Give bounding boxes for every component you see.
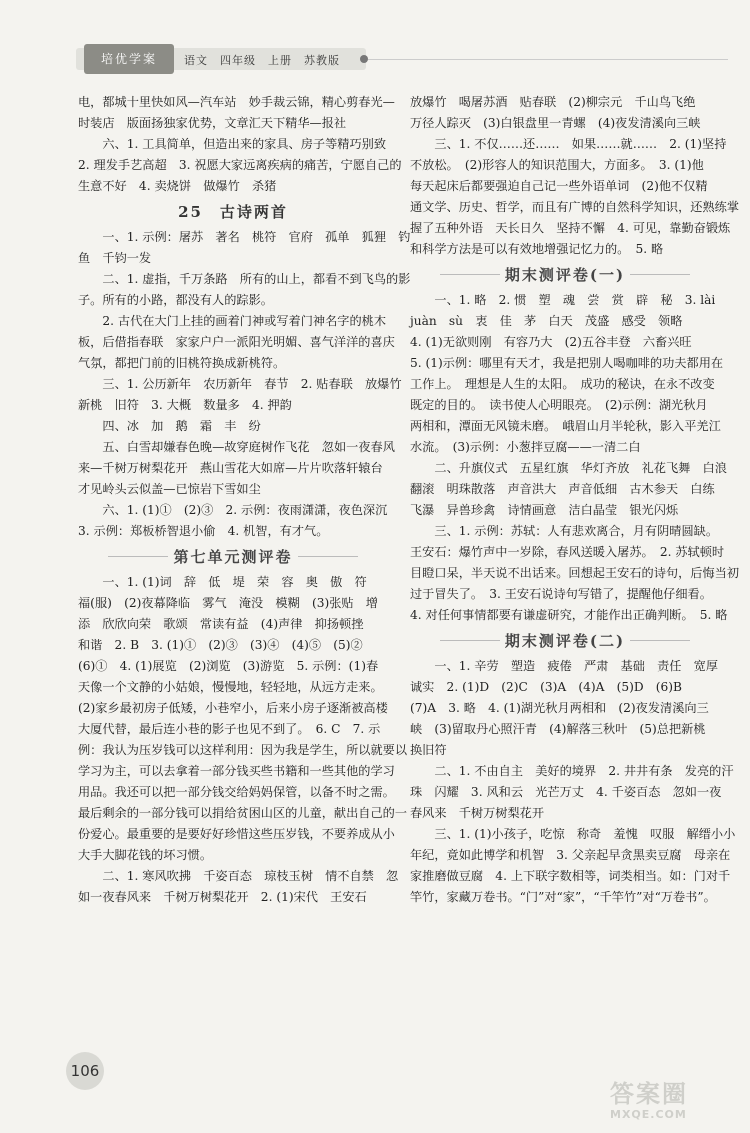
answer-line: 3. 示例：郑板桥智退小偷 4. 机智，有才气。 (78, 524, 329, 538)
answer-line: 学习为主，可以去拿着一部分钱买些书籍和一些其他的学习 (78, 764, 395, 778)
header-rule (368, 59, 728, 60)
answer-line: 一、1. 示例：屠苏 著名 桃符 官府 孤单 狐狸 钓 (102, 230, 411, 244)
answer-line: (6)① 4. (1)展览 (2)浏览 (3)游览 5. 示例：(1)春 (78, 659, 379, 673)
answer-line: 每天起床后都要强迫自己记一些外语单词 (2)他不仅精 (410, 179, 708, 193)
answer-line: 一、1. 辛劳 塑造 疲倦 严肃 基础 责任 宽厚 (434, 659, 719, 673)
answer-line: 年纪，竟如此博学和机智 3. 父亲起早贪黑卖豆腐 母亲在 (410, 848, 731, 862)
unit-test-heading: 第七单元测评卷 (78, 543, 388, 571)
answer-line: 三、1. (1)小孩子，吃惊 称奇 羞愧 叹服 解缙小小 (434, 827, 736, 841)
page-number: 106 (66, 1052, 104, 1090)
answer-line: 峡 (3)留取丹心照汗青 (4)解落三秋叶 (5)总把新桃 (410, 722, 706, 736)
answer-line: 来—千树万树梨花开 燕山雪花大如席—片片吹落轩辕台 (78, 461, 383, 475)
answer-line: 过于冒失了。 3. 王安石说诗句写错了，提醒他仔细看。 (410, 587, 712, 601)
answer-line: 子。所有的小路，都没有人的踪影。 (78, 293, 273, 307)
right-column (410, 92, 740, 904)
final-test-heading-2: 期末测评卷(二) (410, 627, 720, 655)
answer-line: 诚实 2. (1)D (2)C (3)A (4)A (5)D (6)B (410, 680, 683, 694)
watermark-title: 答案圈 (610, 1080, 688, 1108)
answer-line: 竿竹，家藏万卷书。“门”对“家”，“千竿竹”对“万卷书”。 (410, 890, 716, 904)
answer-line: 家推磨做豆腐 4. 上下联字数相等，词类相当。如：门对千 (410, 869, 731, 883)
answer-line: 万径人踪灭 (3)白银盘里一青螺 (4)夜发清溪向三峡 (410, 116, 701, 130)
answer-line: 2. 理发手艺高超 3. 祝愿大家远离疾病的痛苦，宁愿自己的 (78, 158, 402, 172)
answer-line: 五、白雪却嫌春色晚—故穿庭树作飞花 忽如一夜春风 (102, 440, 395, 454)
answer-line: 春风来 千树万树梨花开 (410, 806, 545, 820)
answer-line: 换旧符 (410, 743, 447, 757)
answer-line: 鱼 千钧一发 (78, 251, 152, 265)
answer-line: 一、1. (1)词 辞 低 堤 荣 容 奥 傲 符 (102, 575, 367, 589)
answer-line: 最后剩余的一部分钱可以捐给贫困山区的儿童，献出自己的一 (78, 806, 408, 820)
answer-line: 新桃 旧符 3. 大概 数量多 4. 押韵 (78, 398, 292, 412)
answer-line: 例：我认为压岁钱可以这样利用：因为我是学生，所以就要以 (78, 743, 408, 757)
left-column (78, 92, 411, 904)
answer-line: 大手大脚花钱的坏习惯。 (78, 848, 213, 862)
answer-line: 不放松。 (2)形容人的知识范围大，方面多。 3. (1)他 (410, 158, 704, 172)
watermark-url: MXQE.COM (610, 1108, 687, 1121)
answer-line: 一、1. 略 2. 惯 塑 魂 尝 赏 辟 秘 3. lài (434, 293, 716, 307)
answer-line: 握了五种外语 天长日久 坚持不懈 4. 可见，靠勤奋锻炼 (410, 221, 731, 235)
answer-line: 目瞪口呆，半天说不出话来。回想起王安石的诗句，后悔当初 (410, 566, 740, 580)
answer-line: 和谐 2. B 3. (1)① (2)③ (3)④ (4)⑤ (5)② (78, 638, 363, 652)
answer-line: 天像一个文静的小姑娘，慢慢地，轻轻地，从远方走来。 (78, 680, 383, 694)
answer-line: 份爱心。最重要的是要好好珍惜这些压岁钱，不要养成从小 (78, 827, 395, 841)
answer-line: 翻滚 明珠散落 声音洪大 声音低细 古木参天 白练 (410, 482, 715, 496)
answer-line: 如一夜春风来 千树万树梨花开 2. (1)宋代 王安石 (78, 890, 367, 904)
answer-line: 生意不好 4. 卖烧饼 做爆竹 杀猪 (78, 179, 277, 193)
answer-line: juàn sù 衷 佳 茅 白天 茂盛 感受 领略 (410, 314, 683, 328)
answer-line: 六、1. (1)① (2)③ 2. 示例：夜雨潇潇，夜色深沉 (102, 503, 388, 517)
answer-line: 福(服) (2)夜幕降临 雾气 淹没 模糊 (3)张贴 增 (78, 596, 378, 610)
answer-line: 2. 古代在大门上挂的画着门神或写着门神名字的桃木 (102, 314, 387, 328)
answer-line: 既定的目的。 读书使人心明眼亮。 (2)示例：湖光秋月 (410, 398, 708, 412)
watermark (610, 1080, 742, 1128)
final-test-heading-1: 期末测评卷(一) (410, 261, 720, 289)
answer-line: 4. (1)无欲则刚 有容乃大 (2)五谷丰登 六畜兴旺 (410, 335, 692, 349)
answer-line: 用品。我还可以把一部分钱交给妈妈保管，以备不时之需。 (78, 785, 395, 799)
answer-line: 二、升旗仪式 五星红旗 华灯齐放 礼花飞舞 白浪 (434, 461, 727, 475)
answer-line: 二、1. 寒风吹拂 千姿百态 琼枝玉树 情不自禁 忽 (102, 869, 399, 883)
answer-line: 电，都城十里快如风—汽车站 妙手裁云锦，精心剪春光— (78, 95, 395, 109)
series-brand: 培优学案 (84, 44, 174, 74)
answer-line: 大厦代替，最后连小巷的影子也见不到了。 6. C 7. 示 (78, 722, 381, 736)
answer-line: 六、1. 工具简单，但造出来的家具、房子等精巧别致 (102, 137, 387, 151)
book-meta: 语文 四年级 上册 苏教版 (184, 54, 340, 67)
answer-line: 水流。 (3)示例：小葱拌豆腐——一清二白 (410, 440, 641, 454)
answer-line: 珠 闪耀 3. 风和云 光芒万丈 4. 千姿百态 忽如一夜 (410, 785, 722, 799)
answer-line: 二、1. 虚指，千万条路 所有的山上，都看不到飞鸟的影 (102, 272, 411, 286)
answer-line: 板，后借指春联 家家户户一派阳光明媚、喜气洋洋的喜庆 (78, 335, 395, 349)
answer-line: 通文学、历史、哲学，而且有广博的自然科学知识，还熟练掌 (410, 200, 740, 214)
answer-line: 和科学方法是可以有效地增强记忆力的。 5. 略 (410, 242, 664, 256)
answer-line: 三、1. 公历新年 农历新年 春节 2. 贴春联 放爆竹 (102, 377, 402, 391)
answer-line: 时装店 版面扬独家优势，文章汇天下精华—报社 (78, 116, 347, 130)
answer-line: 才见岭头云似盖—已惊岩下雪如尘 (78, 482, 261, 496)
header-dot (360, 55, 368, 63)
answer-line: 王安石：爆竹声中一岁除，春风送暖入屠苏。 2. 苏轼顿时 (410, 545, 725, 559)
lesson-heading: 25 古诗两首 (178, 203, 288, 221)
answer-line: 放爆竹 喝屠苏酒 贴春联 (2)柳宗元 千山鸟飞绝 (410, 95, 696, 109)
answer-line: 气氛，都把门前的旧桃符换成新桃符。 (78, 356, 286, 370)
answer-line: (2)家乡最初房子低矮，小巷窄小，后来小房子逐渐被高楼 (78, 701, 388, 715)
answer-line: 四、冰 加 鹅 霜 丰 纷 (102, 419, 261, 433)
answer-line: 飞瀑 异兽珍禽 诗情画意 洁白晶莹 银光闪烁 (410, 503, 679, 517)
answer-line: 工作上。 理想是人生的太阳。 成功的秘诀，在永不改变 (410, 377, 715, 391)
answer-line: 三、1. 示例：苏轼：人有悲欢离合，月有阴晴圆缺。 (434, 524, 719, 538)
answer-line: 二、1. 不由自主 美好的境界 2. 井井有条 发亮的汗 (434, 764, 734, 778)
answer-line: 添 欣欣向荣 歌颂 常读有益 (4)声律 抑扬顿挫 (78, 617, 364, 631)
page-header (0, 0, 750, 90)
answer-line: (7)A 3. 略 4. (1)湖光秋月两相和 (2)夜发清溪向三 (410, 701, 709, 715)
answer-line: 5. (1)示例：哪里有天才，我是把别人喝咖啡的功夫都用在 (410, 356, 724, 370)
answer-line: 两相和，潭面无风镜未磨。 峨眉山月半轮秋，影入平羌江 (410, 419, 721, 433)
answer-line: 三、1. 不仅……还…… 如果……就…… 2. (1)坚持 (434, 137, 727, 151)
answer-line: 4. 对任何事情都要有谦虚研究，才能作出正确判断。 5. 略 (410, 608, 728, 622)
